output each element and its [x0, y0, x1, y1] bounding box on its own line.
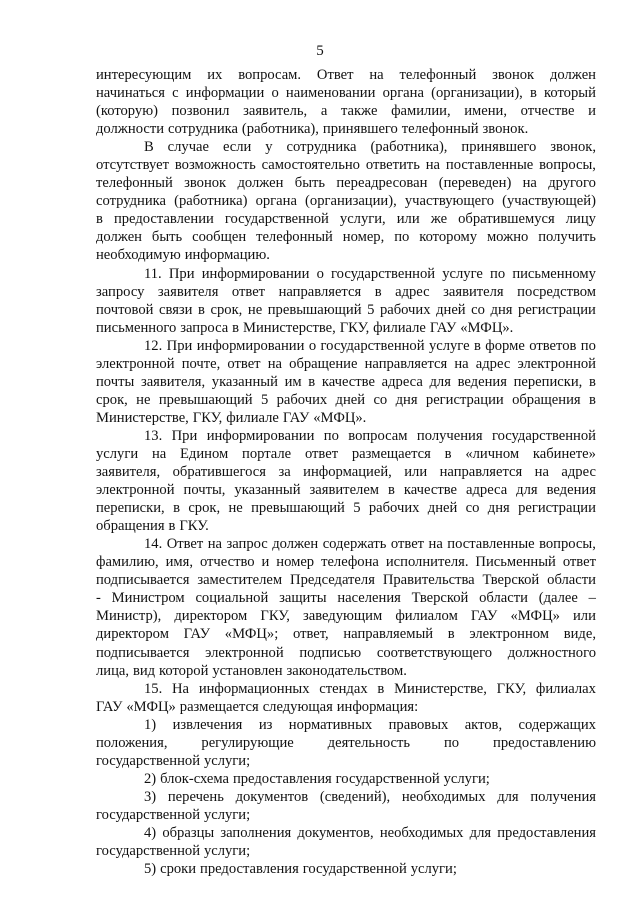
text-line: ГАУ «МФЦ» размещается следующая информация: [96, 698, 419, 715]
page-number: 5 [316, 43, 324, 59]
text-line: услуги на Едином портале ответ размещается в «личном кабинете» [96, 445, 596, 462]
text-line: в предоставлении государственной услуги, или же обратившемуся лицу [96, 211, 596, 228]
text-line: заявителя, обратившегося за информацией, или направляется на адрес [96, 464, 596, 481]
text-line: 4) образцы заполнения документов, необходимых для предоставления [144, 824, 596, 841]
text-line: 3) перечень документов (сведений), необходимых для получения [144, 788, 596, 805]
text-line: отсутствует возможность самостоятельно ответить на поставленные вопросы, [96, 157, 596, 174]
text-line: В случае если у сотрудника (работника), принявшего звонок, [144, 139, 596, 156]
text-line: 2) блок-схема предоставления государственной услуги; [144, 770, 490, 787]
text-line: сотрудника (работника) органа (организации), участвующего (участвующей) [96, 193, 596, 210]
text-line: подписывается заместителем Председателя Правительства Тверской области [96, 572, 596, 589]
text-line: 13. При информировании по вопросам получения государственной [144, 427, 596, 444]
text-line: 1) извлечения из нормативных правовых актов, содержащих [144, 716, 596, 733]
text-line: фамилию, имя, отчество и номер телефона исполнителя. Письменный ответ [96, 554, 596, 571]
text-line: обращения в ГКУ. [96, 518, 209, 535]
text-line: запросу заявителя ответ направляется в адрес заявителя посредством [96, 283, 596, 300]
text-line: электронной почты, указанный заявителем в качестве адреса для ведения [96, 482, 596, 499]
text-line: телефонный звонок должен быть переадресован (переведен) на другого [96, 175, 596, 192]
text-line: необходимую информацию. [96, 247, 270, 264]
text-line: государственной услуги; [96, 806, 251, 823]
text-line: директором ГАУ «МФЦ»; ответ, направляемый в электронном виде, [96, 626, 596, 643]
text-line: электронной почте, ответ на обращение направляется на адрес электронной [96, 355, 596, 372]
text-line: почты заявителя, указанный им в качестве адреса для ведения переписки, в [96, 373, 596, 390]
text-line: начинаться с информации о наименовании органа (организации), в который [96, 85, 596, 102]
text-line: 12. При информировании о государственной услуге в форме ответов по [144, 337, 596, 354]
text-line: государственной услуги; [96, 752, 251, 769]
text-line: государственной услуги; [96, 843, 251, 860]
text-line: - Министром социальной защиты населения Тверской области (далее – [96, 590, 596, 607]
text-line: положения, регулирующие деятельность по предоставлению [96, 734, 596, 751]
document-body [96, 66, 596, 878]
text-line: 11. При информировании о государственной услуге по письменному [144, 265, 596, 282]
text-line: Министерстве, ГКУ, филиале ГАУ «МФЦ». [96, 409, 367, 426]
text-line: переписки, в срок, не превышающий 5 рабочих дней со дня регистрации [96, 500, 596, 517]
text-line: 5) сроки предоставления государственной услуги; [144, 861, 457, 878]
text-line: 14. Ответ на запрос должен содержать ответ на поставленные вопросы, [144, 536, 596, 553]
text-line: срок, не превышающий 5 рабочих дней со дня регистрации обращения в [96, 391, 596, 408]
text-line: должности сотрудника (работника), принявшего телефонный звонок. [96, 121, 529, 138]
text-line: интересующим их вопросам. Ответ на телефонный звонок должен [96, 67, 596, 83]
text-line: подписывается электронной подписью соответствующего должностного [96, 644, 596, 661]
text-line: почтовой связи в срок, не превышающий 5 рабочих дней со дня регистрации [96, 301, 596, 318]
text-line: должен быть сообщен телефонный номер, по которому можно получить [96, 229, 596, 246]
text-line: (которую) позвонил заявитель, а также фамилии, имени, отчестве и [96, 103, 596, 120]
text-line: лица, вид которой установлен законодательством. [96, 662, 407, 679]
text-line: Министр), директором ГКУ, заведующим филиалом ГАУ «МФЦ» или [96, 608, 596, 625]
text-line: письменного запроса в Министерстве, ГКУ, филиале ГАУ «МФЦ». [96, 319, 514, 336]
text-line: 15. На информационных стендах в Министерстве, ГКУ, филиалах [144, 680, 596, 697]
